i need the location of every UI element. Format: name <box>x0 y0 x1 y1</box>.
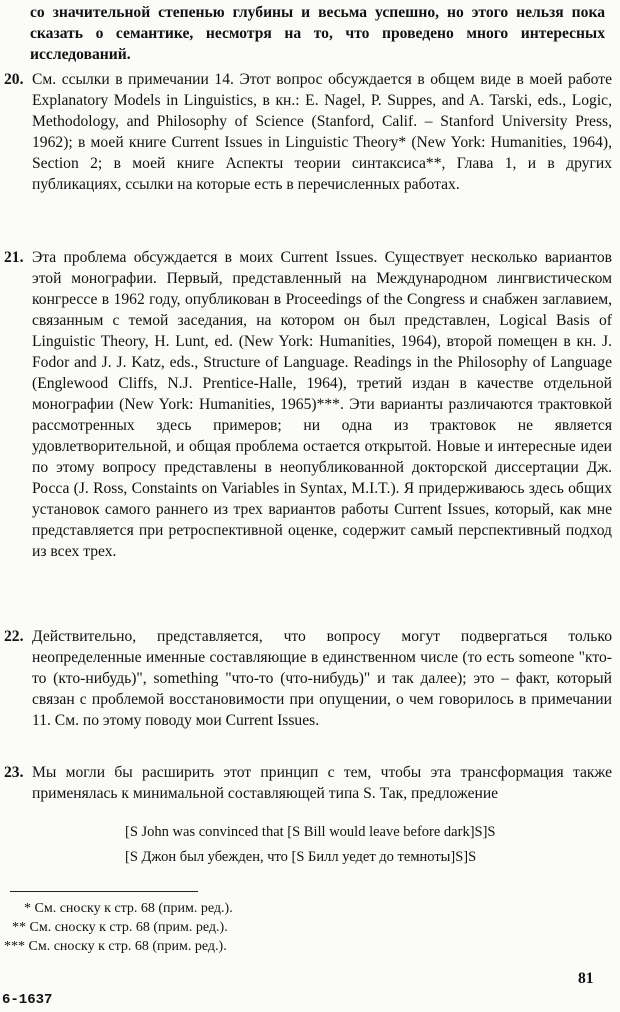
note-text: Мы могли бы расширить этот принцип с тем, чтобы эта трансформация также применялась к минимальной составляющей типа S. Так, предложение <box>32 764 612 802</box>
note-number: 23. <box>4 764 24 781</box>
continued-paragraph: со значительной степенью глубины и весьма успешно, но этого нельзя пока сказать о семантике, несмотря на то, что проведено много интересных исследований. <box>30 4 605 63</box>
page-number: 81 <box>578 970 594 987</box>
example-english: [S John was convinced that [S Bill would leave before dark]S]S <box>125 824 496 840</box>
printer-signature: 6-1637 <box>2 992 53 1008</box>
note-number: 21. <box>4 249 24 266</box>
note-text: Действительно, представляется, что вопросу могут подвергаться только неопределенные именные составляющие в единственном числе (то есть someone "кто-то (кто-нибудь)", something "что-то (что-нибудь)" и так далее); это – факт, который связан с проблемой восстановимости при опущении, о чем говорилось в примечании 11. См. по этому поводу мои Current Issues. <box>32 628 612 729</box>
note-text: См. ссылки в примечании 14. Этот вопрос обсуждается в общем виде в моей работе Explanatory Models in Linguistics, в кн.: E. Nagel, P. Suppes, and A. Tarski, eds., Logic, Methodology, and Philosophy of Science (Stanford, Calif. – Stanford University Press, 1962); в моей книге Current Issues in Linguistic Theory* (New York: Humanities, 1964), Section 2; в моей книге Аспекты теории синтаксиса**, Глава 1, и в других публикациях, ссылки на которые есть в перечисленных работах. <box>32 71 612 193</box>
note-number: 22. <box>4 628 24 645</box>
example-russian: [S Джон был убежден, что [S Билл уедет до темноты]S]S <box>125 849 477 865</box>
note-number: 20. <box>4 71 24 88</box>
note-text: Эта проблема обсуждается в моих Current Issues. Существует несколько вариантов этой монографии. Первый, представленный на Международном лингвистическом конгрессе в 1962 году, опубликован в Proceedings of the Congress и снабжен заглавием, связанным с темой заседания, на котором он был представлен, Logical Basis of Linguistic Theory, H. Lunt, ed. (New York: Humanities, 1964), второй помещен в кн. J. Fodor and J. J. Katz, eds., Structure of Language. Readings in the Philosophy of Language (Englewood Cliffs, N.J. Prentice-Halle, 1964), третий издан в качестве отдельной монографии (New York: Humanities, 1965)***. Эти варианты различаются трактовкой рассмотренных здесь примеров; ни одна из трактовок не является удовлетворительной, и общая проблема остается открытой. Новые и интересные идеи по этому вопросу представлены в неопубликованной докторской диссертации Дж. Росса (J. Ross, Constaints on Variables in Syntax, M.I.T.). Я придерживаюсь здесь общих установок самого раннего из трех вариантов работы Current Issues, который, как мне представляется при ретроспективной оценке, содержит самый перспективный подход из всех трех. <box>32 249 612 560</box>
footnote-2: ** См. сноску к стр. 68 (прим. ред.). <box>12 920 228 935</box>
footnote-divider <box>10 891 198 892</box>
footnote-1: * См. сноску к стр. 68 (прим. ред.). <box>24 901 233 916</box>
footnote-3: *** См. сноску к стр. 68 (прим. ред.). <box>4 939 227 954</box>
